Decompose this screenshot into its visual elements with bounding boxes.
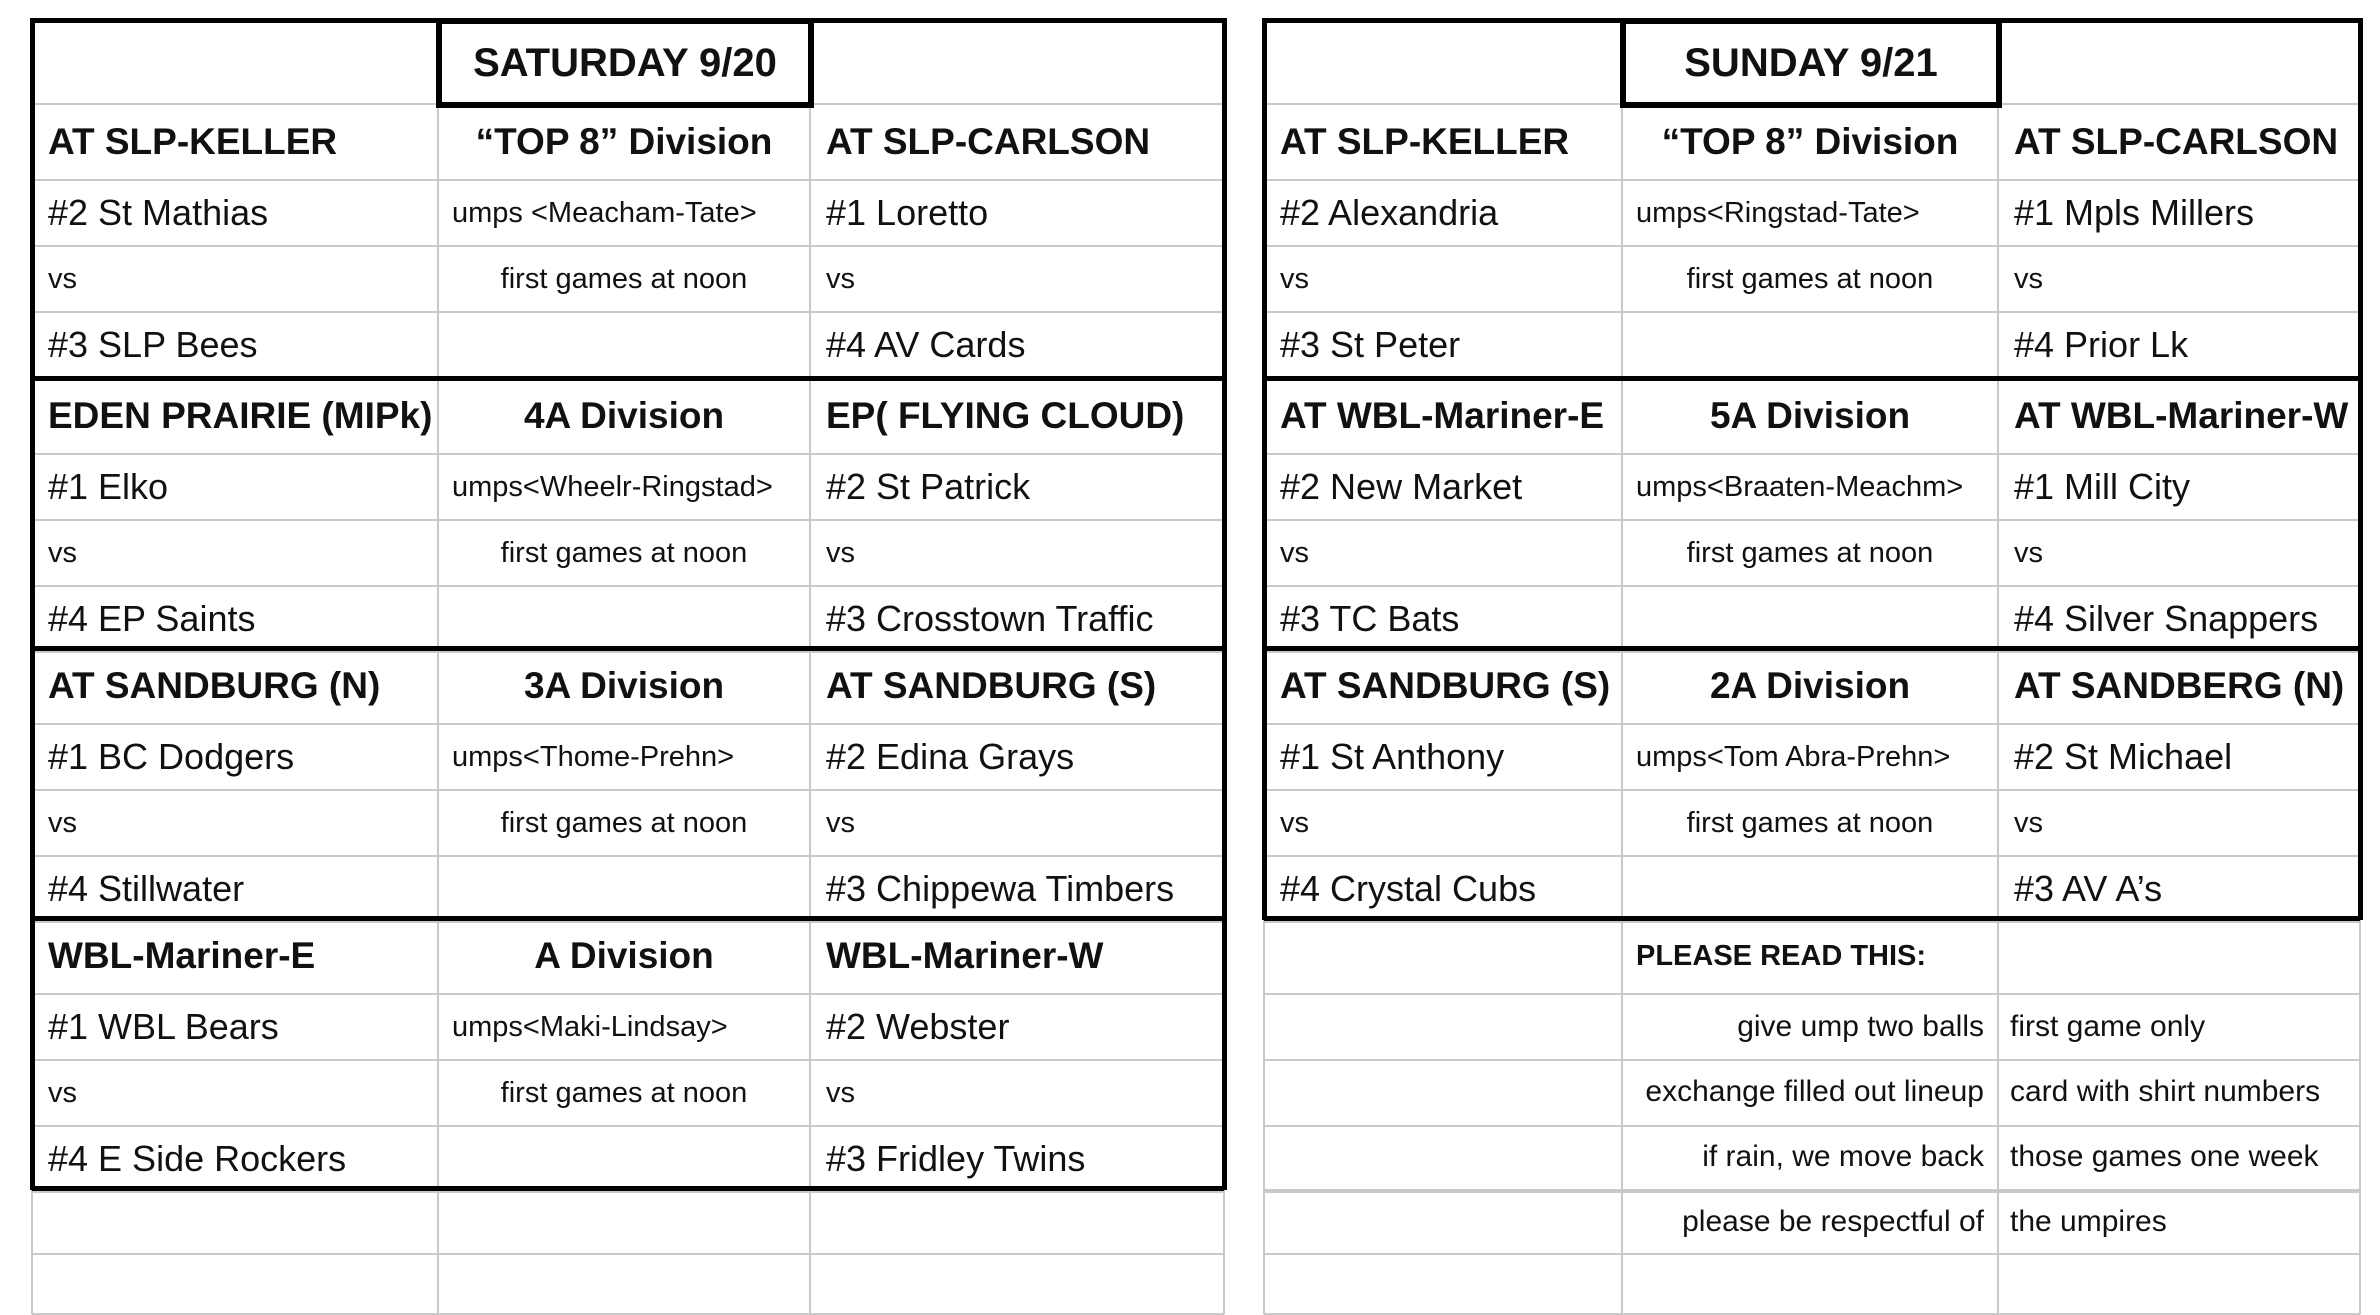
right-vs-label: vs xyxy=(826,536,855,569)
left-team-2: #4 E Side Rockers xyxy=(48,1138,347,1179)
left-team-2: #3 St Peter xyxy=(1280,324,1461,365)
right-team-2: #3 Chippewa Timbers xyxy=(826,868,1175,909)
first-games-note: first games at noon xyxy=(1686,262,1934,295)
note-line-left: give ump two balls xyxy=(1737,1010,1984,1043)
right-team-2: #3 AV A’s xyxy=(2014,868,2163,909)
note-line-left: exchange filled out lineup xyxy=(1645,1075,1984,1108)
right-location-heading: AT WBL-Mariner-W xyxy=(2014,395,2349,436)
left-location-heading: AT SANDBURG (S) xyxy=(1280,665,1611,706)
right-team-2: #4 Prior Lk xyxy=(2014,324,2189,365)
left-team-2: #3 TC Bats xyxy=(1280,598,1460,639)
umpires-label: umps<Tom Abra-Prehn> xyxy=(1636,740,1951,773)
right-team-1: #2 St Michael xyxy=(2014,736,2233,777)
right-vs-label: vs xyxy=(826,262,855,295)
left-location-heading: AT SLP-KELLER xyxy=(1280,121,1570,162)
left-team-1: #2 St Mathias xyxy=(48,192,269,233)
left-vs-label: vs xyxy=(48,262,77,295)
left-team-2: #3 SLP Bees xyxy=(48,324,258,365)
right-team-2: #3 Fridley Twins xyxy=(826,1138,1086,1179)
first-games-note: first games at noon xyxy=(500,806,748,839)
right-team-1: #2 St Patrick xyxy=(826,466,1031,507)
left-location-heading: WBL-Mariner-E xyxy=(48,935,316,976)
division-heading: A Division xyxy=(534,935,714,976)
umpires-label: umps <Meacham-Tate> xyxy=(452,196,757,229)
division-heading: “TOP 8” Division xyxy=(475,121,773,162)
left-team-1: #2 Alexandria xyxy=(1280,192,1499,233)
right-team-2: #4 Silver Snappers xyxy=(2014,598,2319,639)
notes-heading: PLEASE READ THIS: xyxy=(1636,939,1927,972)
right-team-1: #2 Webster xyxy=(826,1006,1010,1047)
note-line-right: the umpires xyxy=(2010,1205,2167,1238)
umpires-label: umps<Braaten-Meachm> xyxy=(1636,470,1964,503)
left-team-2: #4 Crystal Cubs xyxy=(1280,868,1537,909)
left-team-1: #1 Elko xyxy=(48,466,169,507)
left-team-2: #4 Stillwater xyxy=(48,868,245,909)
right-location-heading: AT SLP-CARLSON xyxy=(826,121,1151,162)
left-team-1: #1 BC Dodgers xyxy=(48,736,295,777)
umpires-label: umps<Thome-Prehn> xyxy=(452,740,735,773)
left-vs-label: vs xyxy=(1280,262,1309,295)
right-team-1: #1 Loretto xyxy=(826,192,989,233)
left-vs-label: vs xyxy=(48,1076,77,1109)
left-team-1: #2 New Market xyxy=(1280,466,1523,507)
first-games-note: first games at noon xyxy=(1686,806,1934,839)
right-location-heading: AT SANDBERG (N) xyxy=(2014,665,2345,706)
left-location-heading: AT SLP-KELLER xyxy=(48,121,338,162)
first-games-note: first games at noon xyxy=(1686,536,1934,569)
right-team-1: #2 Edina Grays xyxy=(826,736,1075,777)
division-heading: 4A Division xyxy=(523,395,725,436)
right-team-2: #4 AV Cards xyxy=(826,324,1026,365)
right-team-1: #1 Mpls Millers xyxy=(2014,192,2255,233)
sunday-date-header: SUNDAY 9/21 xyxy=(1620,18,2002,108)
left-vs-label: vs xyxy=(48,536,77,569)
left-vs-label: vs xyxy=(1280,806,1309,839)
left-team-1: #1 WBL Bears xyxy=(48,1006,279,1047)
left-team-2: #4 EP Saints xyxy=(48,598,256,639)
right-vs-label: vs xyxy=(2014,262,2043,295)
left-team-1: #1 St Anthony xyxy=(1280,736,1505,777)
right-vs-label: vs xyxy=(2014,536,2043,569)
first-games-note: first games at noon xyxy=(500,262,748,295)
division-heading: “TOP 8” Division xyxy=(1661,121,1959,162)
left-location-heading: AT WBL-Mariner-E xyxy=(1280,395,1605,436)
right-location-heading: AT SLP-CARLSON xyxy=(2014,121,2339,162)
umpires-label: umps<Ringstad-Tate> xyxy=(1636,196,1920,229)
umpires-label: umps<Maki-Lindsay> xyxy=(452,1010,728,1043)
division-heading: 5A Division xyxy=(1709,395,1911,436)
right-team-2: #3 Crosstown Traffic xyxy=(826,598,1154,639)
right-location-heading: AT SANDBURG (S) xyxy=(826,665,1157,706)
saturday-date-header: SATURDAY 9/20 xyxy=(436,18,814,108)
right-location-heading: EP( FLYING CLOUD) xyxy=(826,395,1185,436)
left-location-heading: AT SANDBURG (N) xyxy=(48,665,381,706)
division-heading: 3A Division xyxy=(523,665,725,706)
note-line-left: if rain, we move back xyxy=(1702,1140,1984,1173)
right-team-1: #1 Mill City xyxy=(2014,466,2191,507)
first-games-note: first games at noon xyxy=(500,536,748,569)
right-vs-label: vs xyxy=(2014,806,2043,839)
left-location-heading: EDEN PRAIRIE (MIPk) xyxy=(48,395,433,436)
left-vs-label: vs xyxy=(48,806,77,839)
note-line-right: those games one week xyxy=(2010,1140,2319,1173)
division-heading: 2A Division xyxy=(1709,665,1911,706)
right-location-heading: WBL-Mariner-W xyxy=(826,935,1104,976)
note-line-right: first game only xyxy=(2010,1010,2206,1043)
umpires-label: umps<Wheelr-Ringstad> xyxy=(452,470,773,503)
right-vs-label: vs xyxy=(826,806,855,839)
note-line-left: please be respectful of xyxy=(1682,1205,1984,1238)
first-games-note: first games at noon xyxy=(500,1076,748,1109)
left-vs-label: vs xyxy=(1280,536,1309,569)
note-line-right: card with shirt numbers xyxy=(2010,1075,2321,1108)
right-vs-label: vs xyxy=(826,1076,855,1109)
